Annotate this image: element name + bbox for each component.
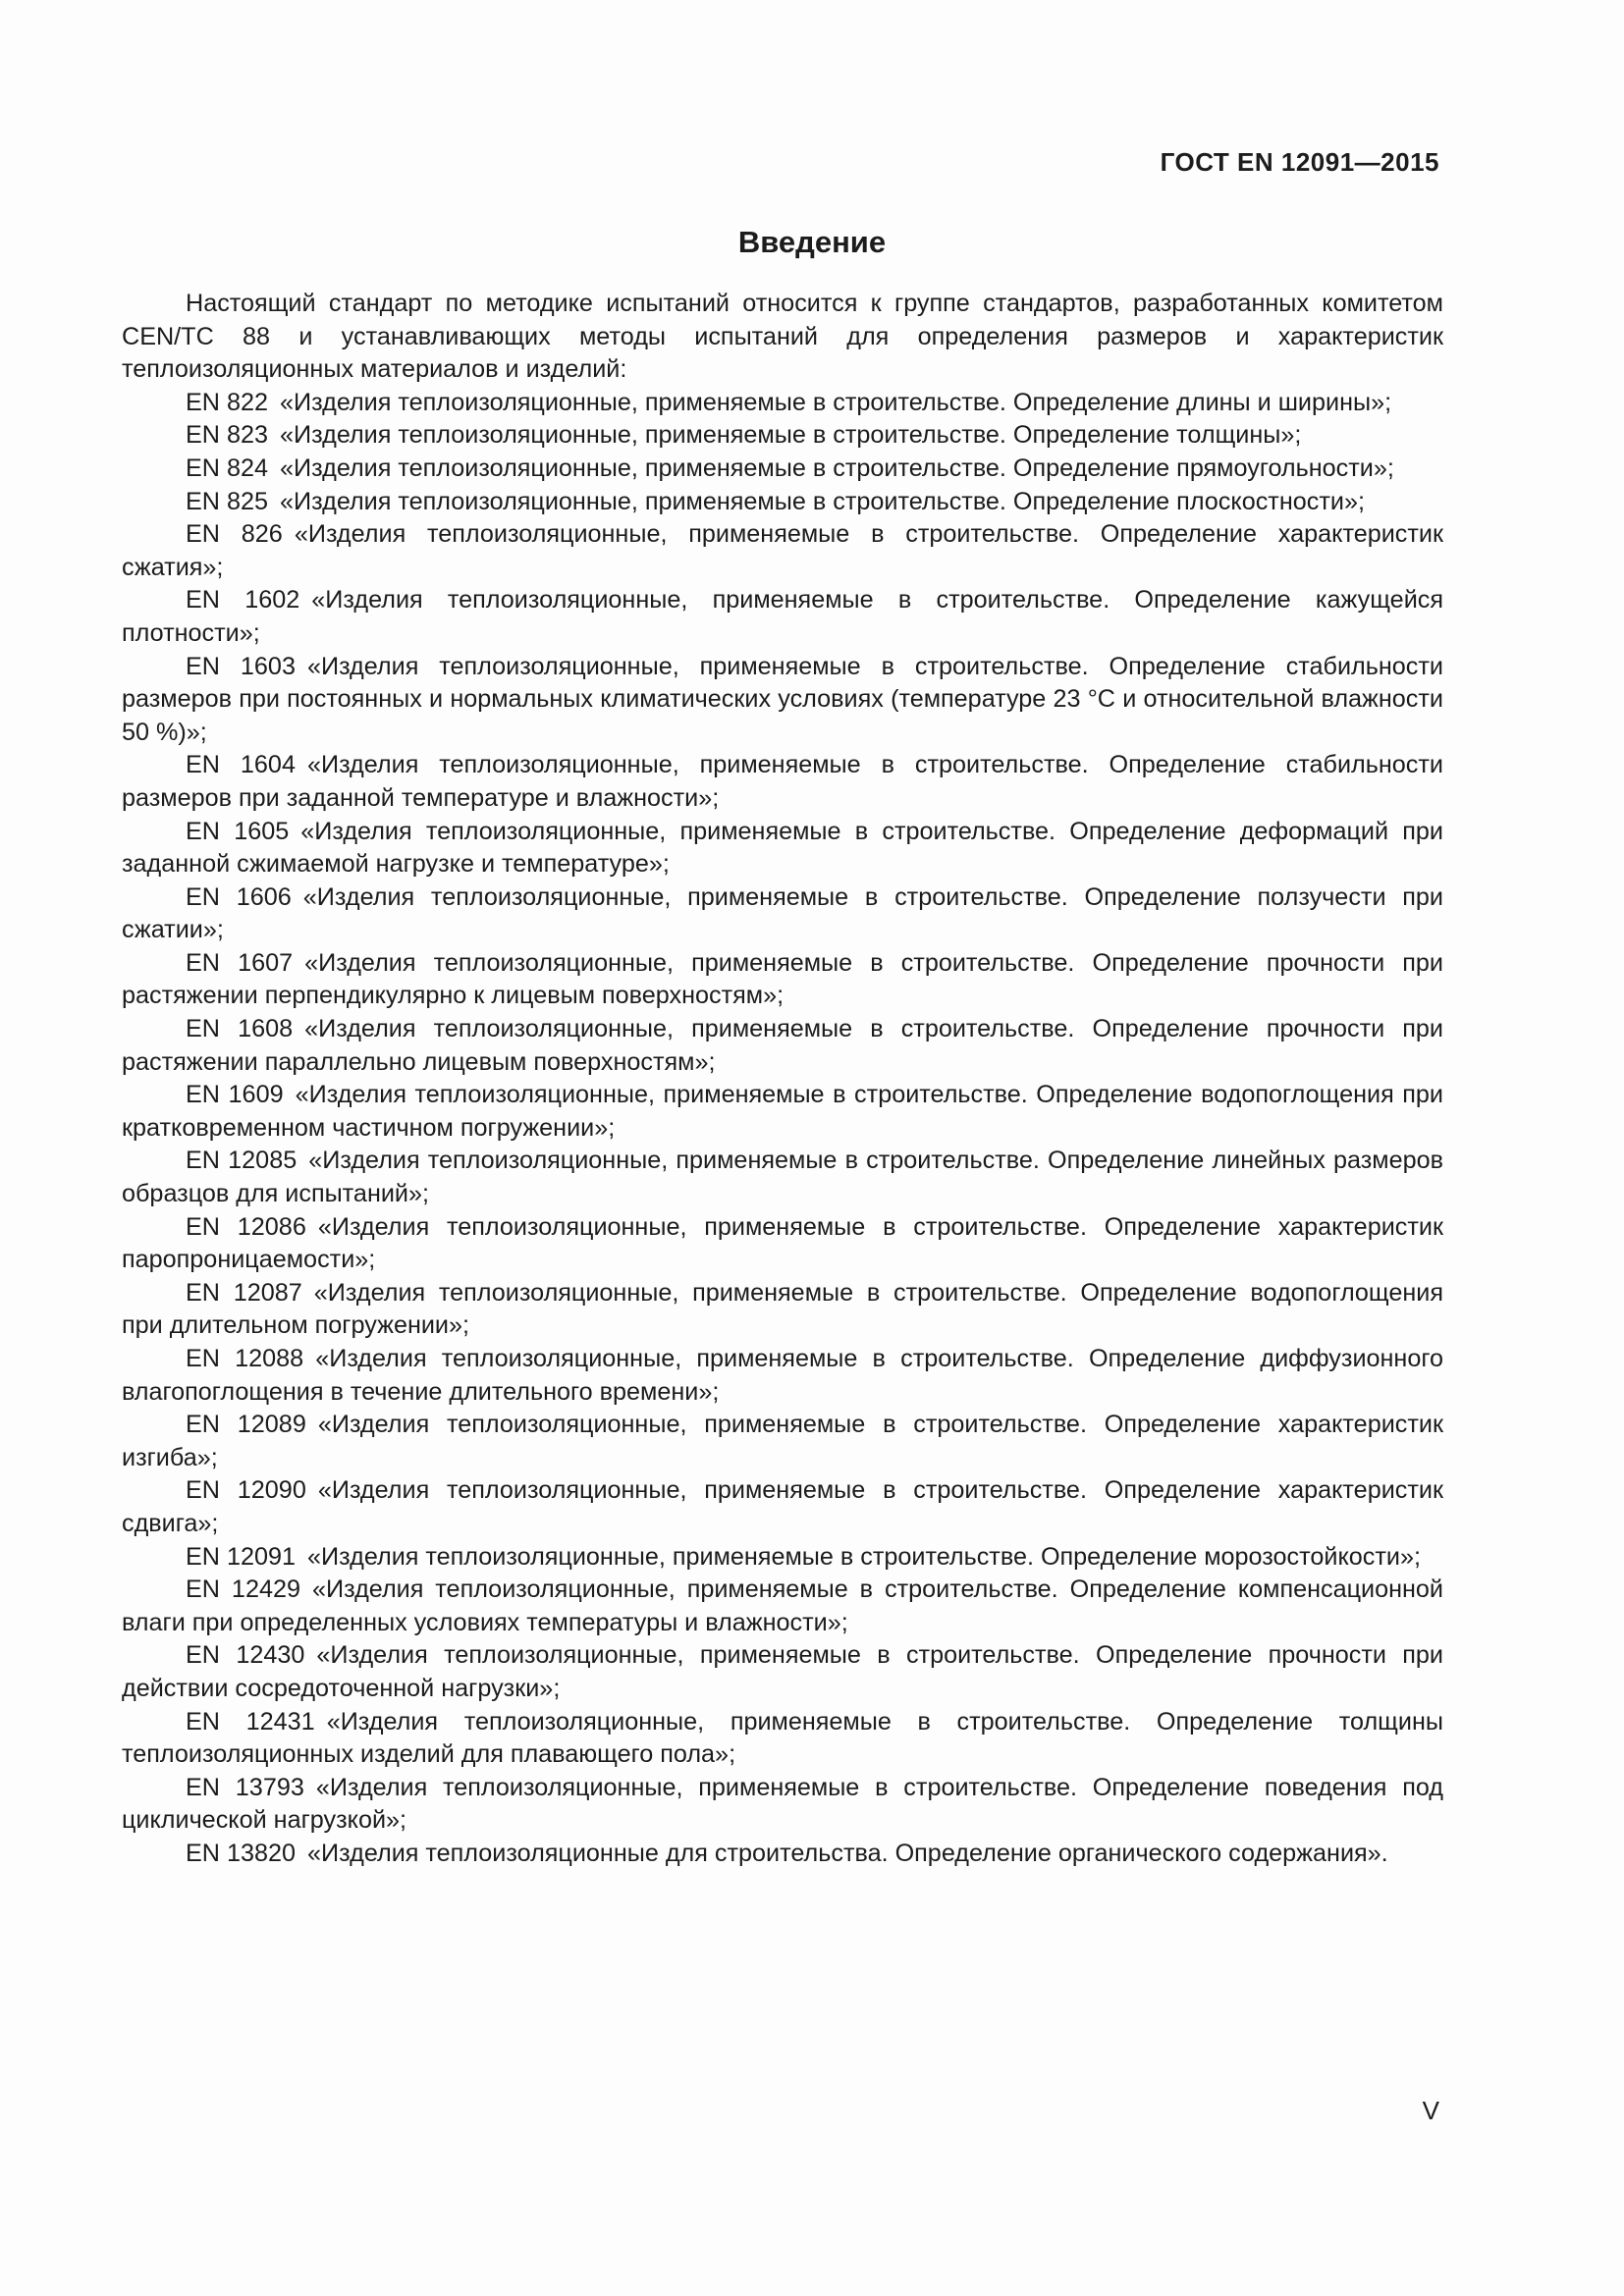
- standard-title: «Изделия теплоизоляционные, применяемые в строительстве. Определение прочности при растяжении перпендикулярно к лицевым поверхностям»;: [122, 948, 1443, 1010]
- standard-code: EN 1607: [186, 948, 294, 977]
- standard-code: EN 1604: [186, 751, 296, 779]
- standard-code: EN 12430: [186, 1641, 305, 1670]
- standard-entry: [122, 1639, 1443, 1705]
- standard-entry: [122, 1013, 1443, 1079]
- standard-title: «Изделия теплоизоляционные, применяемые в строительстве. Определение кажущейся плотности»;: [122, 586, 1443, 647]
- standard-code: EN 12091: [186, 1542, 297, 1571]
- standard-code: EN 12431: [186, 1707, 315, 1735]
- standard-entry: [122, 749, 1443, 815]
- standard-code: EN 823: [186, 421, 269, 450]
- standard-title: «Изделия теплоизоляционные, применяемые в строительстве. Определение прямоугольности»;: [280, 454, 1394, 482]
- standard-title: «Изделия теплоизоляционные, применяемые в строительстве. Определение деформаций при заданной сжимаемой нагрузке и температуре»;: [122, 817, 1443, 879]
- standard-entry: [122, 1409, 1443, 1474]
- standard-title: «Изделия теплоизоляционные для строительства. Определение органического содержания».: [307, 1839, 1388, 1867]
- standard-title: «Изделия теплоизоляционные, применяемые в строительстве. Определение прочности при растяжении параллельно лицевым поверхностям»;: [122, 1015, 1443, 1076]
- standard-entry: [122, 518, 1443, 584]
- standard-title: «Изделия теплоизоляционные, применяемые в строительстве. Определение длины и ширины»;: [280, 388, 1392, 416]
- standard-code: EN 826: [186, 520, 283, 549]
- page-number: V: [1422, 2096, 1439, 2125]
- standard-code: EN 12090: [186, 1476, 306, 1505]
- standard-code: EN 824: [186, 454, 269, 482]
- standard-entry: [122, 1079, 1443, 1145]
- standard-entry: [122, 1772, 1443, 1838]
- standard-entry: [122, 419, 1443, 453]
- standard-title: «Изделия теплоизоляционные, применяемые в строительстве. Определение плоскостности»;: [280, 487, 1365, 515]
- standard-title: «Изделия теплоизоляционные, применяемые в строительстве. Определение характеристик изгиба»;: [122, 1411, 1443, 1471]
- standard-title: «Изделия теплоизоляционные, применяемые в строительстве. Определение толщины»;: [280, 421, 1302, 450]
- standard-title: «Изделия теплоизоляционные, применяемые в строительстве. Определение линейных размеров образцов для испытаний»;: [122, 1147, 1444, 1208]
- standard-entry: [122, 453, 1443, 486]
- standard-title: «Изделия теплоизоляционные, применяемые в строительстве. Определение характеристик сжатия»;: [122, 520, 1443, 581]
- standard-code: EN 12086: [186, 1212, 306, 1241]
- standard-entry: [122, 947, 1443, 1013]
- standard-code: EN 12085: [186, 1147, 298, 1175]
- standard-entry: [122, 1211, 1443, 1277]
- standard-title: «Изделия теплоизоляционные, применяемые в строительстве. Определение морозостойкости»;: [307, 1542, 1421, 1571]
- standard-entry: [122, 816, 1443, 881]
- document-code-header: ГОСТ EN 12091—2015: [1160, 147, 1439, 177]
- standard-code: EN 1608: [186, 1015, 294, 1043]
- standard-entry: [122, 1277, 1443, 1343]
- standard-code: EN 12087: [186, 1278, 302, 1307]
- intro-paragraph: Настоящий стандарт по методике испытаний относится к группе стандартов, разработанных комитетом CEN/TC 88 и устанавливающих методы испытаний для определения размеров и характеристик теплоизоляционных материалов и изделий:: [122, 290, 1443, 384]
- standard-entry: [122, 651, 1443, 750]
- standard-entry: [122, 584, 1443, 650]
- standard-code: EN 13820: [186, 1839, 297, 1867]
- standard-code: EN 1606: [186, 882, 292, 911]
- standard-entry: [122, 1474, 1443, 1540]
- standard-title: «Изделия теплоизоляционные, применяемые в строительстве. Определение водопоглощения при длительном погружении»;: [122, 1278, 1444, 1340]
- standard-entry: [122, 1541, 1443, 1575]
- standard-title: «Изделия теплоизоляционные, применяемые в строительстве. Определение стабильности размеров при заданной температуре и влажности»;: [122, 751, 1443, 812]
- standard-code: EN 1602: [186, 586, 300, 614]
- standard-code: EN 1609: [186, 1081, 284, 1109]
- standard-title: «Изделия теплоизоляционные, применяемые в строительстве. Определение поведения под циклической нагрузкой»;: [122, 1773, 1443, 1835]
- standard-code: EN 12088: [186, 1345, 304, 1372]
- standard-title: «Изделия теплоизоляционные, применяемые в строительстве. Определение характеристик сдвига»;: [122, 1476, 1443, 1537]
- standard-title: «Изделия теплоизоляционные, применяемые в строительстве. Определение стабильности размеров при постоянных и нормальных климатических условиях (температуре 23 °С и относительной влажности 50 %)»;: [122, 652, 1443, 746]
- standard-title: «Изделия теплоизоляционные, применяемые в строительстве. Определение компенсационной влаги при определенных условиях температуры и влажности»;: [122, 1575, 1444, 1636]
- body-text: [122, 288, 1443, 1871]
- standard-title: «Изделия теплоизоляционные, применяемые в строительстве. Определение толщины теплоизоляционных изделий для плавающего пола»;: [122, 1707, 1443, 1769]
- standard-entry: [122, 1706, 1443, 1772]
- standard-code: EN 12089: [186, 1411, 306, 1439]
- standard-entry: [122, 387, 1443, 420]
- standard-title: «Изделия теплоизоляционные, применяемые в строительстве. Определение ползучести при сжатии»;: [122, 882, 1443, 944]
- standard-entry: [122, 486, 1443, 519]
- standard-code: EN 1605: [186, 817, 290, 845]
- standard-entry: [122, 1145, 1443, 1210]
- standard-title: «Изделия теплоизоляционные, применяемые в строительстве. Определение характеристик паропроницаемости»;: [122, 1212, 1443, 1274]
- standard-code: EN 12429: [186, 1575, 300, 1604]
- standard-code: EN 1603: [186, 652, 296, 680]
- standard-code: EN 13793: [186, 1773, 304, 1801]
- standard-title: «Изделия теплоизоляционные, применяемые в строительстве. Определение диффузионного влагопоглощения в течение длительного времени»;: [122, 1345, 1443, 1406]
- standard-code: EN 825: [186, 487, 269, 515]
- standard-entry: [122, 1574, 1443, 1639]
- standard-entry: [122, 881, 1443, 947]
- standard-entry: [122, 1838, 1443, 1871]
- standard-code: EN 822: [186, 388, 269, 416]
- standard-title: «Изделия теплоизоляционные, применяемые в строительстве. Определение водопоглощения при кратковременном частичном погружении»;: [122, 1081, 1443, 1142]
- standard-entry: [122, 1343, 1443, 1409]
- standard-title: «Изделия теплоизоляционные, применяемые в строительстве. Определение прочности при действии сосредоточенной нагрузки»;: [122, 1641, 1443, 1702]
- standards-list: [122, 387, 1443, 1871]
- section-title: Введение: [737, 225, 887, 259]
